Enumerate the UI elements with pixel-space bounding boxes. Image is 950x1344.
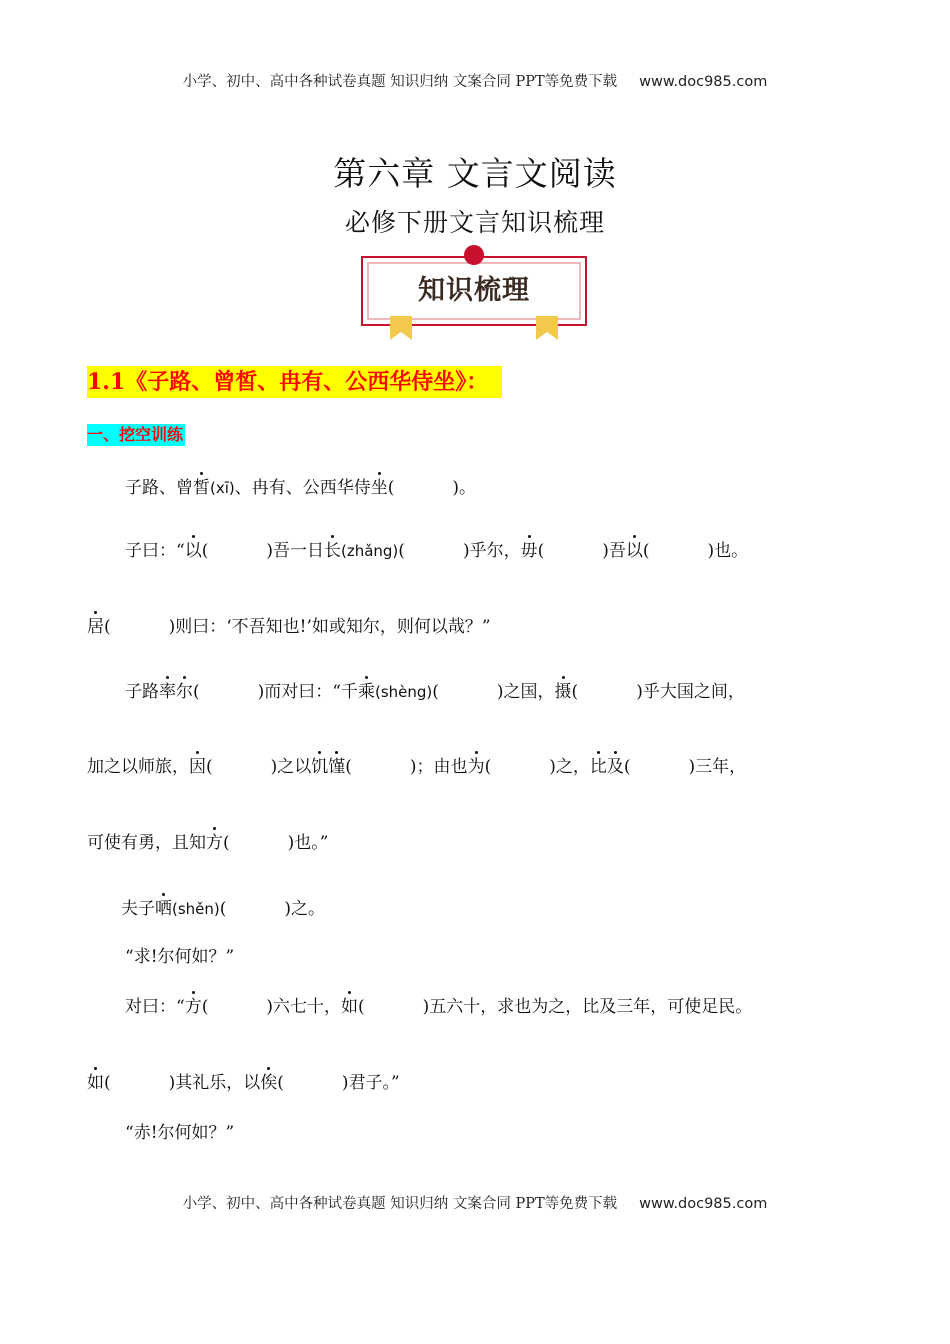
footer-site: www.doc985.com (639, 1196, 768, 1212)
text-segment: 夫子 (121, 899, 155, 919)
chapter-subtitle: 必修下册文言知识梳理 (344, 208, 605, 237)
text-segment: )。 (452, 478, 477, 498)
text-segment: ( (219, 899, 227, 919)
text-segment: )五六十，求也为之，比及三年，可使足民。 (422, 997, 753, 1017)
text-segment: ( (571, 682, 579, 702)
text-segment: 对曰：“ (125, 997, 185, 1017)
text-segment: ( (537, 541, 545, 561)
text-segment: ( (201, 541, 209, 561)
marked-char: 馑 (328, 757, 346, 777)
text-line-6 (87, 831, 328, 855)
pinyin: (shèng) (374, 683, 433, 701)
text-segment: )则曰：‘不吾知也!’如或知尔，则何以哉？” (168, 617, 491, 637)
page-header (0, 70, 950, 91)
text-segment: ( (623, 757, 631, 777)
text-segment: )之国， (496, 682, 555, 702)
marked-char: 饥 (311, 757, 329, 777)
marked-char: 长 (323, 541, 341, 561)
marked-char: 哂 (155, 899, 172, 919)
marked-char: 摄 (554, 682, 572, 702)
pinyin: (zhǎng) (340, 542, 399, 560)
section-heading: 1.1《子路、曾皙、冉有、公西华侍坐》： (87, 366, 502, 398)
pinyin: (shěn) (172, 900, 220, 918)
text-line-7 (121, 897, 325, 921)
marked-char: 俟 (260, 1073, 278, 1093)
text-line-2 (125, 539, 748, 563)
text-segment: ( (484, 757, 492, 777)
text-line-11 (125, 1121, 234, 1145)
text-segment: ( (277, 1073, 284, 1093)
marked-char: 如 (340, 997, 358, 1017)
marked-char: 以 (625, 541, 643, 561)
marked-char: 如 (87, 1073, 104, 1093)
text-segment: )吾一日 (266, 541, 324, 561)
text-line-9 (125, 995, 752, 1019)
marked-char: 因 (189, 757, 206, 777)
text-segment: ( (387, 478, 395, 498)
text-segment: ( (398, 541, 405, 561)
text-line-10 (87, 1071, 400, 1095)
text-segment: )君子。” (341, 1073, 400, 1093)
text-segment: )六七十， (266, 997, 341, 1017)
text-segment: ( (104, 617, 111, 637)
text-line-3 (87, 615, 491, 639)
text-segment: )乎尔， (462, 541, 521, 561)
text-segment: )其礼乐，以 (168, 1073, 261, 1093)
marked-char: 尔 (176, 682, 193, 702)
header-text: 小学、初中、高中各种试卷真题 知识归纳 文案合同 PPT等免费下载 (182, 74, 618, 90)
text-segment: 子路 (125, 682, 159, 702)
marked-char: 毋 (520, 541, 538, 561)
text-segment: 子曰：“ (125, 541, 185, 561)
knowledge-badge-label: 知识梳理 (418, 275, 530, 306)
text-line-4 (125, 680, 745, 704)
text-segment: ( (201, 997, 209, 1017)
text-segment: 、冉有、公西华侍 (234, 478, 371, 498)
text-segment: )之， (549, 757, 590, 777)
text-segment: ( (642, 541, 650, 561)
text-segment: )三年， (688, 757, 747, 777)
text-segment: ( (104, 1073, 111, 1093)
text-segment: )而对曰：“千 (257, 682, 358, 702)
text-segment: 子路、曾 (125, 478, 193, 498)
text-segment: )也。” (287, 833, 329, 853)
subsection-heading: 一、挖空训练 (87, 425, 184, 444)
text-segment: ( (206, 757, 213, 777)
text-segment: )吾 (602, 541, 626, 561)
text-line-1 (125, 476, 476, 500)
text-segment: )乎大国之间， (636, 682, 745, 702)
marked-char: 坐 (370, 478, 388, 498)
text-segment: ( (223, 833, 230, 853)
text-segment: ( (357, 997, 365, 1017)
text-segment: )；由也 (409, 757, 468, 777)
marked-char: 以 (184, 541, 202, 561)
marked-char: 皙 (193, 478, 210, 498)
header-site: www.doc985.com (639, 74, 768, 90)
text-segment: ( (345, 757, 352, 777)
text-line-5 (87, 755, 746, 779)
marked-char: 方 (184, 997, 202, 1017)
marked-char: 方 (206, 833, 223, 853)
text-segment: )之以 (270, 757, 312, 777)
text-segment: 加之以师旅， (87, 757, 189, 777)
pinyin: (xī) (210, 479, 235, 497)
marked-char: 为 (467, 757, 485, 777)
text-segment: )也。 (707, 541, 749, 561)
text-line-8 (125, 945, 234, 969)
text-segment: )之。 (284, 899, 326, 919)
footer-text: 小学、初中、高中各种试卷真题 知识归纳 文案合同 PPT等免费下载 (182, 1196, 618, 1212)
marked-char: 比 (589, 757, 607, 777)
text-segment: “求!尔何如？” (125, 947, 235, 967)
marked-char: 及 (606, 757, 624, 777)
marked-char: 居 (87, 617, 104, 637)
text-segment: “赤!尔何如？” (125, 1123, 235, 1143)
text-segment: 可使有勇，且知 (87, 833, 206, 853)
text-segment: ( (432, 682, 439, 702)
marked-char: 率 (159, 682, 176, 702)
marked-char: 乘 (357, 682, 375, 702)
text-segment: ( (193, 682, 200, 702)
chapter-title: 第六章 文言文阅读 (333, 154, 617, 193)
page-footer (0, 1192, 950, 1213)
